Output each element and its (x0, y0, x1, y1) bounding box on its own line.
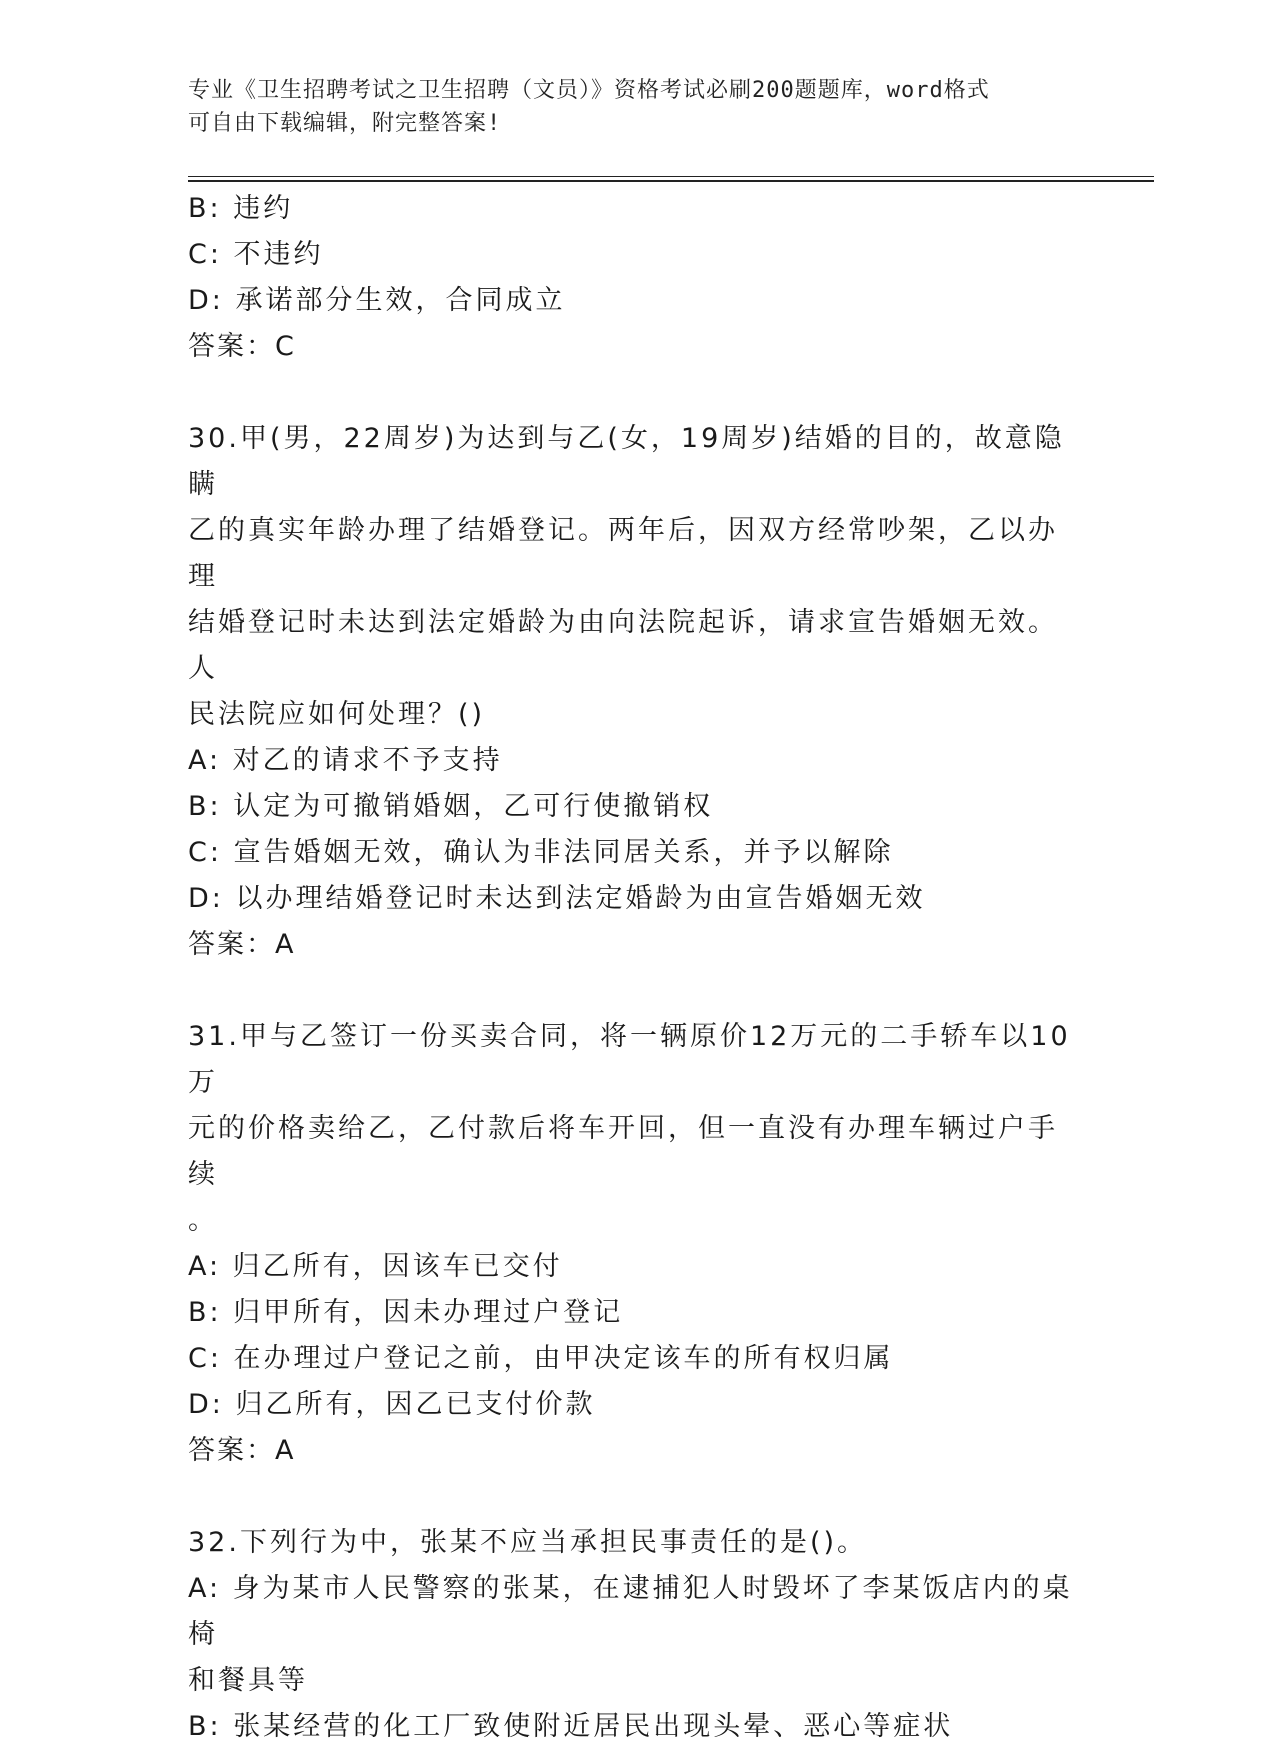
q32-option-a: A: 身为某市人民警察的张某，在逮捕犯人时毁坏了李某饭店内的桌椅 (188, 1573, 1073, 1650)
q31-stem-line: 元的价格卖给乙，乙付款后将车开回，但一直没有办理车辆过户手续 (188, 1113, 1058, 1190)
question-31 (188, 1014, 1083, 1474)
q32-option-b: B: 张某经营的化工厂致使附近居民出现头晕、恶心等症状 (188, 1711, 954, 1742)
q29-answer: 答案：C (188, 331, 296, 362)
q29-option-b: B: 违约 (188, 193, 294, 224)
q30-option-a: A: 对乙的请求不予支持 (188, 745, 503, 776)
spacer (188, 968, 1083, 1014)
q31-option-a: A: 归乙所有，因该车已交付 (188, 1251, 563, 1282)
q29-option-d: D: 承诺部分生效，合同成立 (188, 285, 566, 316)
spacer (188, 1474, 1083, 1520)
q30-stem-line: 乙的真实年龄办理了结婚登记。两年后，因双方经常吵架，乙以办理 (188, 515, 1058, 592)
header-divider-thin (188, 176, 1154, 177)
document-body (188, 186, 1083, 1750)
q30-option-d: D: 以办理结婚登记时未达到法定婚龄为由宣告婚姻无效 (188, 883, 926, 914)
q31-option-c: C: 在办理过户登记之前，由甲决定该车的所有权归属 (188, 1343, 894, 1374)
q31-stem-line: 。 (188, 1205, 218, 1236)
q31-answer: 答案：A (188, 1435, 296, 1466)
q32-option-a-continued: 和餐具等 (188, 1665, 308, 1696)
question-29 (188, 186, 1083, 370)
document-header (188, 74, 1068, 140)
q30-option-b: B: 认定为可撤销婚姻，乙可行使撤销权 (188, 791, 714, 822)
q31-option-b: B: 归甲所有，因未办理过户登记 (188, 1297, 624, 1328)
header-line-1: 专业《卫生招聘考试之卫生招聘（文员）》资格考试必刷200题题库，word格式 (188, 78, 990, 103)
q30-stem-line: 30.甲(男，22周岁)为达到与乙(女，19周岁)结婚的目的，故意隐瞒 (188, 423, 1065, 500)
spacer (188, 370, 1083, 416)
header-divider-thick (188, 180, 1154, 182)
q30-option-c: C: 宣告婚姻无效，确认为非法同居关系，并予以解除 (188, 837, 894, 868)
question-30 (188, 416, 1083, 968)
header-line-2: 可自由下载编辑，附完整答案! (188, 111, 502, 136)
q32-stem-line: 32.下列行为中，张某不应当承担民事责任的是()。 (188, 1527, 868, 1558)
q30-stem-line: 结婚登记时未达到法定婚龄为由向法院起诉，请求宣告婚姻无效。人 (188, 607, 1058, 684)
q30-stem-line: 民法院应如何处理？() (188, 699, 486, 730)
question-32 (188, 1520, 1083, 1750)
q30-answer: 答案：A (188, 929, 296, 960)
q29-option-c: C: 不违约 (188, 239, 324, 270)
q31-stem-line: 31.甲与乙签订一份买卖合同，将一辆原价12万元的二手轿车以10万 (188, 1021, 1071, 1098)
q31-option-d: D: 归乙所有，因乙已支付价款 (188, 1389, 596, 1420)
